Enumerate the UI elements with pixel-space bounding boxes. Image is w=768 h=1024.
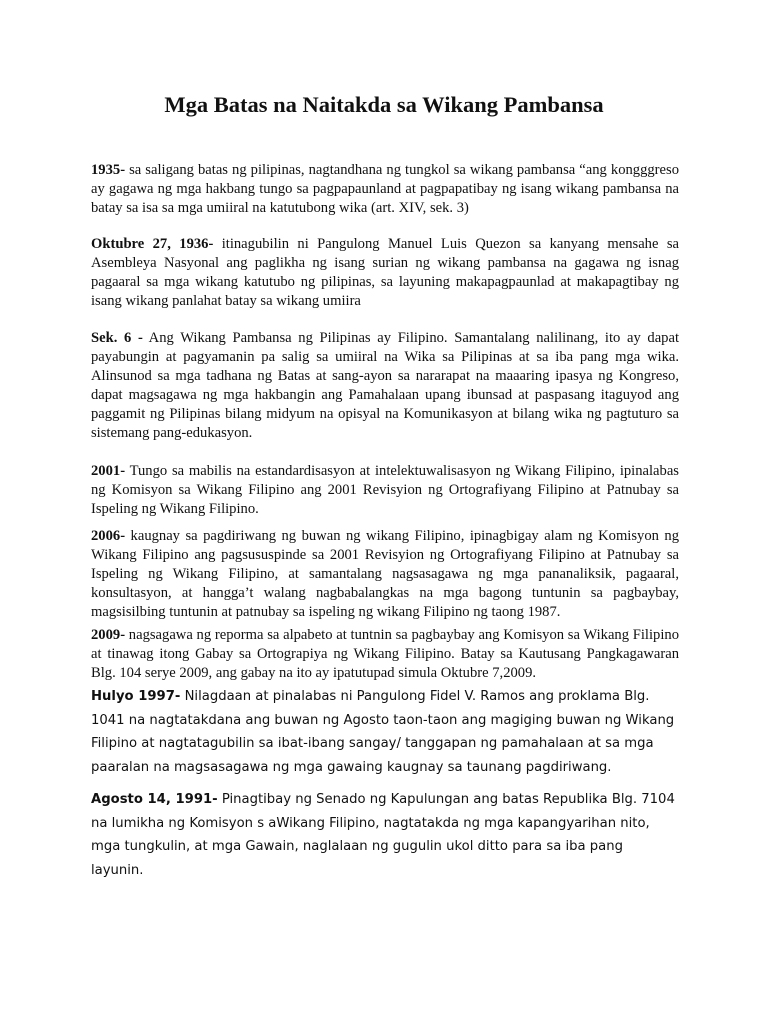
- paragraph-text: Nilagdaan at pinalabas ni Pangulong Fidel V. Ramos ang proklama Blg. 1041 na nagtatakdana ang buwan ng Agosto taon-taon ang magiging buwan ng Wikang Filipino at nagtatagubilin sa ibat-ibang sangay/ tanggapan ng pamahalaan at sa mga paaralan na magsasagawa ng mga gawaing kaugnay sa taunang pagdiriwang.: [91, 689, 675, 775]
- paragraph-lead: 2001-: [91, 463, 126, 479]
- paragraph-lead: 2009-: [91, 627, 126, 643]
- paragraph-2009: [91, 626, 679, 683]
- paragraph-hulyo-1997: [91, 685, 679, 779]
- paragraph-text: Ang Wikang Pambansa ng Pilipinas ay Filipino. Samantalang nalilinang, ito ay dapat payabungin at pagyamanin pa salig sa umiiral na Wika sa Pilipinas at sa iba pang mga wika. Alinsunod sa mga tadhana ng Batas at sang-ayon sa nararapat na maaaring ipasya ng Kongreso, dapat magsagawa ng mga hakbangin ang Pamahalaan upang ibunsad at paspasang itaguyod ang paggamit ng Pilipinas bilang midyum na opisyal na Komunikasyon at bilang wika ng pagtuturo sa sistemang pang-edukasyon.: [91, 330, 679, 441]
- paragraph-lead: 2006-: [91, 528, 126, 544]
- paragraph-1935: [91, 161, 679, 218]
- paragraph-lead: 1935-: [91, 162, 126, 178]
- paragraph-lead: Oktubre 27, 1936-: [91, 236, 214, 252]
- paragraph-text: Tungo sa mabilis na estandardisasyon at intelektuwalisasyon ng Wikang Filipino, ipinalabas ng Komisyon sa Wikang Filipino ang 2001 Revisyion ng Ortografiyang Filipino at Patnubay sa Ispeling ng Wikang Filipino.: [91, 463, 679, 517]
- paragraph-text: sa saligang batas ng pilipinas, nagtandhana ng tungkol sa wikang pambansa “ang kongggreso ay gagawa ng mga hakbang tungo sa pagpapaunland at pagpapatibay ng isang wikang pambansa na batay sa isa sa mga umiiral na katutubong wika (art. XIV, sek. 3): [91, 162, 679, 216]
- paragraph-text: nagsagawa ng reporma sa alpabeto at tuntnin sa pagbaybay ang Komisyon sa Wikang Filipino at tinawag itong Gabay sa Ortograpiya ng Wikang Filipino. Batay sa Kautusang Pangkagawaran Blg. 104 serye 2009, ang gabay na ito ay ipatutupad simula Oktubre 7,2009.: [91, 627, 679, 681]
- paragraph-text: kaugnay sa pagdiriwang ng buwan ng wikang Filipino, ipinagbigay alam ng Komisyon ng Wikang Filipino ang pagsususpinde sa 2001 Revisyion ng Ortografiyang Filipino at Patnubay sa Ispeling ng Wikang Filipino, at samantalang nagsasagawa ng mga pananaliksik, pagaaral, konsultasyon, at hangga’t walang nagbabalangkas na mga bagong tuntunin sa pagbaybay, magsisilbing tuntunin at patnubay sa ispeling ng wikang Filipino ng taong 1987.: [91, 528, 679, 620]
- paragraph-2006: [91, 527, 679, 622]
- page-title: Mga Batas na Naitakda sa Wikang Pambansa: [164, 92, 604, 117]
- paragraph-lead: Agosto 14, 1991-: [91, 792, 218, 807]
- paragraph-text: itinagubilin ni Pangulong Manuel Luis Quezon sa kanyang mensahe sa Asembleya Nasyonal ang paglikha ng isang surian ng wikang pambansa na gagawa ng isnag pagaaral sa mga wikang katutubo ng pilipinas, sa layuning makapagpaunlad at makapagtibay ng isang wikang panlahat batay sa wikang umiira: [91, 236, 679, 309]
- paragraph-1936: [91, 235, 679, 311]
- paragraph-2001: [91, 462, 679, 519]
- paragraph-agosto-1991: [91, 788, 679, 882]
- paragraph-text: Pinagtibay ng Senado ng Kapulungan ang batas Republika Blg. 7104 na lumikha ng Komisyon s aWikang Filipino, nagtatakda ng mga kapangyarihan nito, mga tungkulin, at mga Gawain, naglalaan ng gugulin ukol ditto para sa iba pang layunin.: [91, 792, 675, 878]
- paragraph-lead: Hulyo 1997-: [91, 689, 181, 704]
- paragraph-lead: Sek. 6 -: [91, 330, 143, 346]
- paragraph-sek-6: [91, 329, 679, 443]
